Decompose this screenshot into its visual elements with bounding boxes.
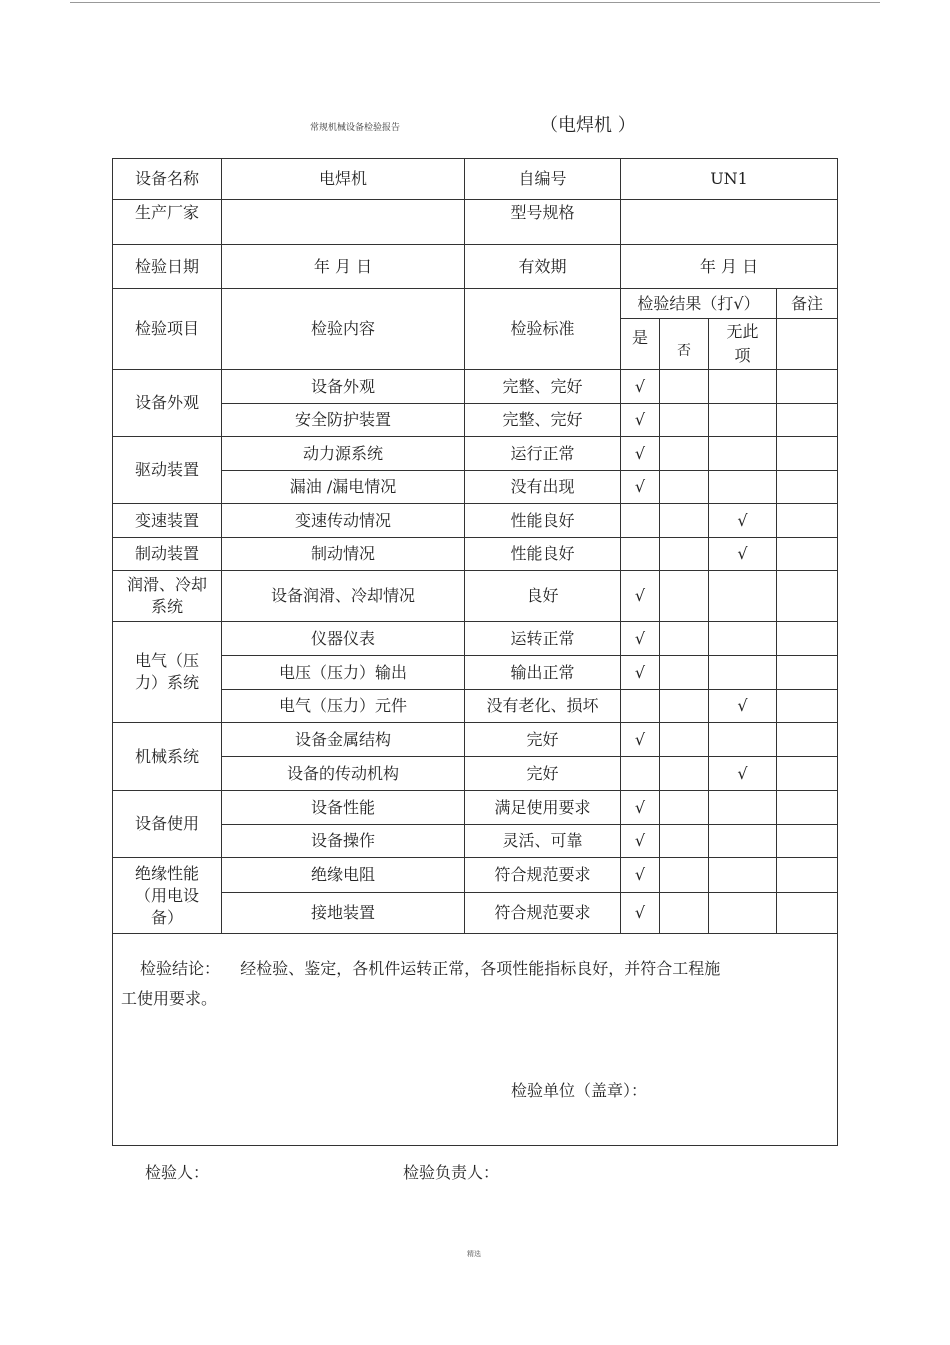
no-cell: [660, 858, 709, 893]
item-cell: [113, 858, 222, 934]
no-cell: [660, 723, 709, 757]
yes-cell: √: [621, 571, 660, 622]
na-cell: √: [709, 757, 777, 791]
item-line: 电气（压: [134, 651, 199, 670]
valid-value: 年 月 日: [621, 245, 838, 289]
standard-cell: 输出正常: [465, 656, 621, 690]
yes-cell: √: [621, 656, 660, 690]
maker-label: 生产厂家: [113, 200, 222, 245]
col-yes-label: 是: [631, 328, 648, 347]
col-na-line2: 项: [734, 346, 751, 365]
conclusion-line1: 经检验、鉴定，各机件运转正常，各项性能指标良好，并符合工程施: [240, 959, 721, 978]
top-rule: [70, 2, 880, 3]
content-cell: 动力源系统: [222, 437, 465, 471]
content-cell: 设备金属结构: [222, 723, 465, 757]
chief-inspector-label: 检验负责人：: [403, 1163, 500, 1182]
na-cell: [709, 437, 777, 471]
na-cell: [709, 404, 777, 437]
item-cell: [113, 622, 222, 723]
yes-cell: [621, 538, 660, 571]
check-date-label: 检验日期: [113, 245, 222, 289]
no-cell: [660, 370, 709, 404]
col-yes: [621, 319, 660, 370]
col-na: [709, 319, 777, 370]
na-cell: [709, 791, 777, 825]
remark-cell: [777, 757, 838, 791]
col-no: [660, 319, 709, 370]
yes-cell: √: [621, 791, 660, 825]
yes-cell: √: [621, 825, 660, 858]
table-row: [113, 656, 838, 690]
remark-cell: [777, 825, 838, 858]
col-result: 检验结果（打√）: [621, 289, 777, 319]
col-no-label: 否: [677, 342, 691, 359]
check-date-value: 年 月 日: [222, 245, 465, 289]
conclusion-line2: 工使用要求。: [121, 989, 218, 1008]
inspection-unit-label: 检验单位（盖章）：: [511, 1081, 648, 1100]
valid-label: 有效期: [465, 245, 621, 289]
na-cell: √: [709, 690, 777, 723]
inspection-table: [112, 158, 838, 1146]
na-cell: [709, 723, 777, 757]
content-cell: 接地装置: [222, 893, 465, 934]
table-row: [113, 723, 838, 757]
standard-cell: 符合规范要求: [465, 858, 621, 893]
item-line: 系统: [150, 597, 183, 616]
item-cell: 制动装置: [113, 538, 222, 571]
item-cell: 机械系统: [113, 723, 222, 791]
content-cell: 制动情况: [222, 538, 465, 571]
maker-value: [222, 200, 465, 245]
table-row: [113, 858, 838, 893]
item-cell: 设备外观: [113, 370, 222, 437]
yes-cell: √: [621, 893, 660, 934]
conclusion-cell: [113, 934, 838, 1146]
table-row: [113, 437, 838, 471]
inspection-rows: [113, 370, 838, 934]
yes-cell: [621, 504, 660, 538]
conclusion-section: [113, 934, 838, 1146]
col-remark: 备注: [777, 289, 838, 319]
content-cell: 安全防护装置: [222, 404, 465, 437]
remark-cell: [777, 370, 838, 404]
table-row: [113, 825, 838, 858]
self-no-value: UN1: [621, 159, 838, 200]
no-cell: [660, 791, 709, 825]
standard-cell: 完整、完好: [465, 370, 621, 404]
content-cell: 设备外观: [222, 370, 465, 404]
remark-cell: [777, 723, 838, 757]
content-cell: 电气（压力）元件: [222, 690, 465, 723]
na-cell: [709, 471, 777, 504]
no-cell: [660, 757, 709, 791]
yes-cell: [621, 757, 660, 791]
table-row: [113, 690, 838, 723]
yes-cell: √: [621, 858, 660, 893]
standard-cell: 性能良好: [465, 504, 621, 538]
model-label: 型号规格: [465, 200, 621, 245]
no-cell: [660, 437, 709, 471]
standard-cell: 性能良好: [465, 538, 621, 571]
col-na-line1: 无此: [726, 322, 759, 341]
no-cell: [660, 471, 709, 504]
col-standard: 检验标准: [465, 289, 621, 370]
item-line: 润滑、冷却: [126, 575, 207, 594]
table-row: [113, 791, 838, 825]
na-cell: [709, 858, 777, 893]
na-cell: [709, 893, 777, 934]
page-footer-mark: 精选: [467, 1250, 481, 1258]
device-name-value: 电焊机: [222, 159, 465, 200]
na-cell: [709, 656, 777, 690]
content-cell: 变速传动情况: [222, 504, 465, 538]
item-cell: 变速装置: [113, 504, 222, 538]
yes-cell: √: [621, 437, 660, 471]
no-cell: [660, 690, 709, 723]
standard-cell: 完好: [465, 757, 621, 791]
col-content: 检验内容: [222, 289, 465, 370]
remark-cell: [777, 893, 838, 934]
report-title: （电焊机 ）: [540, 115, 636, 136]
yes-cell: √: [621, 404, 660, 437]
remark-cell: [777, 437, 838, 471]
na-cell: [709, 571, 777, 622]
content-cell: 漏油 /漏电情况: [222, 471, 465, 504]
table-row: [113, 504, 838, 538]
conclusion-label: 检验结论：: [140, 959, 221, 978]
standard-cell: 完整、完好: [465, 404, 621, 437]
self-no-label: 自编号: [465, 159, 621, 200]
col-remark-sub: [777, 319, 838, 370]
content-cell: 设备操作: [222, 825, 465, 858]
item-line: 绝缘性能: [134, 863, 199, 883]
no-cell: [660, 538, 709, 571]
remark-cell: [777, 538, 838, 571]
table-row: [113, 538, 838, 571]
item-cell: 驱动装置: [113, 437, 222, 504]
content-cell: 仪器仪表: [222, 622, 465, 656]
standard-cell: 运行正常: [465, 437, 621, 471]
no-cell: [660, 622, 709, 656]
column-header: [113, 289, 838, 370]
yes-cell: √: [621, 723, 660, 757]
conclusion-text: [113, 934, 837, 1106]
yes-cell: √: [621, 471, 660, 504]
content-cell: 设备性能: [222, 791, 465, 825]
no-cell: [660, 504, 709, 538]
standard-cell: 灵活、可靠: [465, 825, 621, 858]
yes-cell: [621, 690, 660, 723]
remark-cell: [777, 404, 838, 437]
remark-cell: [777, 656, 838, 690]
na-cell: [709, 825, 777, 858]
standard-cell: 符合规范要求: [465, 893, 621, 934]
na-cell: √: [709, 538, 777, 571]
na-cell: [709, 370, 777, 404]
standard-cell: 运转正常: [465, 622, 621, 656]
remark-cell: [777, 504, 838, 538]
no-cell: [660, 571, 709, 622]
standard-cell: 良好: [465, 571, 621, 622]
item-line: 力）系统: [134, 673, 199, 692]
standard-cell: 没有出现: [465, 471, 621, 504]
content-cell: 设备润滑、冷却情况: [222, 571, 465, 622]
no-cell: [660, 893, 709, 934]
item-cell: [113, 571, 222, 622]
model-value: [621, 200, 838, 245]
remark-cell: [777, 791, 838, 825]
table-row: [113, 370, 838, 404]
remark-cell: [777, 690, 838, 723]
table-row: [113, 622, 838, 656]
table-row: [113, 471, 838, 504]
standard-cell: 满足使用要求: [465, 791, 621, 825]
no-cell: [660, 825, 709, 858]
yes-cell: √: [621, 370, 660, 404]
report-subtitle: 常规机械设备检验报告: [310, 123, 401, 133]
standard-cell: 没有老化、损坏: [465, 690, 621, 723]
col-item: 检验项目: [113, 289, 222, 370]
info-section: [113, 159, 838, 289]
na-cell: √: [709, 504, 777, 538]
content-cell: 设备的传动机构: [222, 757, 465, 791]
device-name-label: 设备名称: [113, 159, 222, 200]
table-row: [113, 893, 838, 934]
inspector-label: 检验人：: [145, 1163, 210, 1182]
item-line: （用电设: [134, 885, 199, 905]
na-cell: [709, 622, 777, 656]
item-cell: 设备使用: [113, 791, 222, 858]
remark-cell: [777, 858, 838, 893]
remark-cell: [777, 471, 838, 504]
table-row: [113, 571, 838, 622]
no-cell: [660, 656, 709, 690]
remark-cell: [777, 571, 838, 622]
table-row: [113, 757, 838, 791]
no-cell: [660, 404, 709, 437]
item-line: 备）: [150, 907, 183, 927]
table-row: [113, 404, 838, 437]
standard-cell: 完好: [465, 723, 621, 757]
content-cell: 绝缘电阻: [222, 858, 465, 893]
content-cell: 电压（压力）输出: [222, 656, 465, 690]
yes-cell: √: [621, 622, 660, 656]
remark-cell: [777, 622, 838, 656]
